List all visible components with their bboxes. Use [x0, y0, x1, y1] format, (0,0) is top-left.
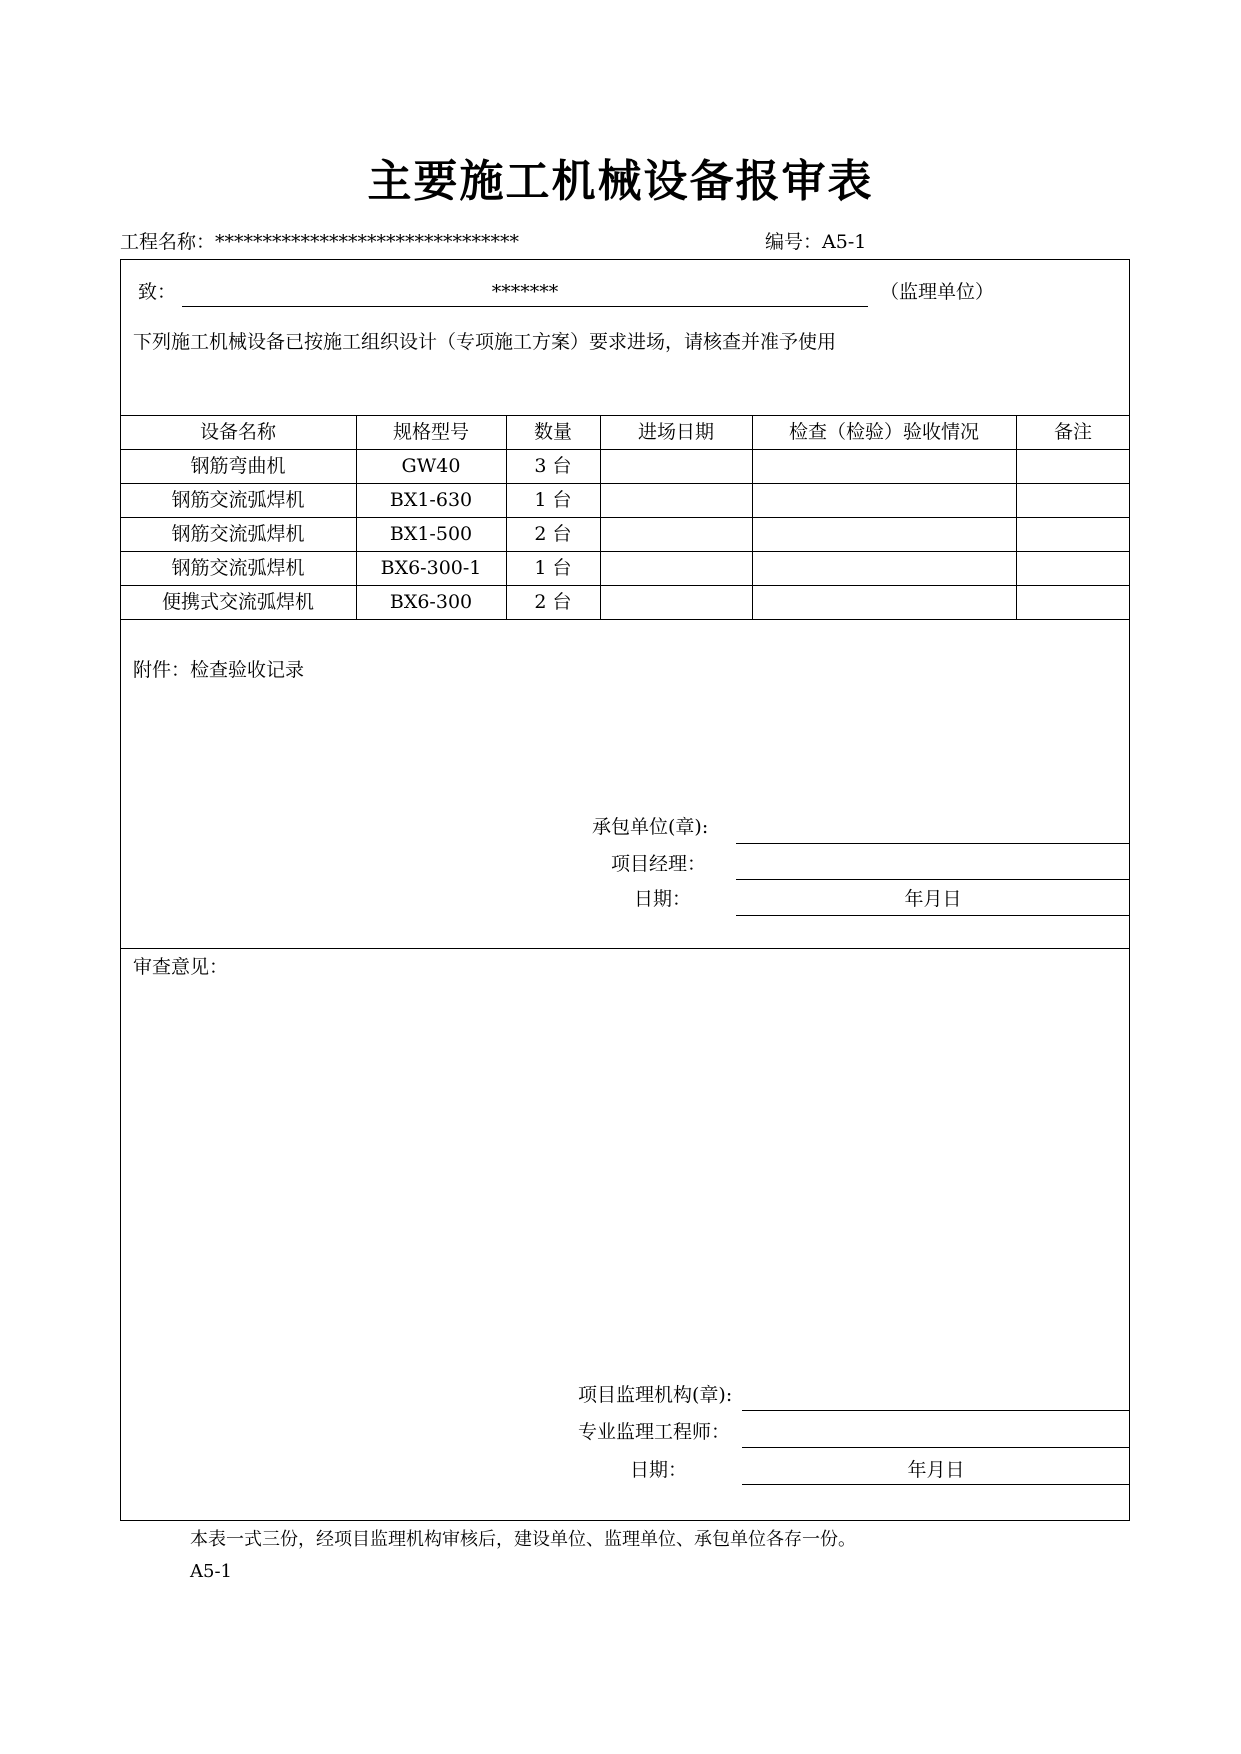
- project-name-label: 工程名称：: [120, 231, 216, 253]
- project-manager-label: 项目经理：: [611, 853, 707, 875]
- footer-form-code: A5-1: [190, 1561, 232, 1582]
- request-text: 下列施工机械设备已按施工组织设计（专项施工方案）要求进场，请核查并准予使用: [133, 331, 837, 353]
- contractor-seal-label: 承包单位(章):: [592, 816, 709, 838]
- form-number-line: [765, 230, 866, 254]
- column-header: 数量: [533, 421, 572, 443]
- section-divider: [120, 948, 1130, 949]
- attachment-label: 附件：检查验收记录: [133, 659, 305, 681]
- table-bottom-border: [120, 619, 1130, 620]
- to-suffix: （监理单位）: [880, 281, 995, 303]
- column-header: 设备名称: [199, 421, 276, 443]
- column-header: 备注: [1053, 421, 1092, 443]
- column-header: 进场日期: [637, 421, 714, 443]
- contractor-date-value: 年月日: [904, 888, 962, 910]
- supervision-org-label: 项目监理机构(章):: [578, 1384, 733, 1406]
- review-date-label: 日期：: [630, 1459, 688, 1481]
- review-date-value: 年月日: [907, 1459, 965, 1481]
- table-cell-equipment-name: 钢筋交流弧焊机: [171, 557, 305, 579]
- to-underline: [182, 306, 868, 307]
- project-name-value: ********************************: [215, 231, 520, 253]
- table-cell-quantity: 2 台: [534, 523, 572, 545]
- table-cell-model: BX1-630: [389, 489, 473, 511]
- supervising-engineer-label: 专业监理工程师：: [578, 1421, 731, 1443]
- table-cell-quantity: 2 台: [534, 591, 572, 613]
- review-label: 审查意见：: [133, 956, 229, 978]
- review-date-line: [742, 1484, 1130, 1485]
- column-header: 规格型号: [392, 421, 469, 443]
- form-number-value: A5-1: [822, 231, 867, 253]
- table-cell-equipment-name: 钢筋弯曲机: [190, 455, 286, 477]
- table-cell-model: GW40: [401, 455, 461, 477]
- table-cell-quantity: 1 台: [534, 489, 572, 511]
- contractor-seal-line: [736, 843, 1130, 844]
- contractor-date-label: 日期：: [634, 888, 692, 910]
- project-name-line: [120, 230, 519, 254]
- column-header: 检查（检验）验收情况: [788, 421, 979, 443]
- form-number-label: 编号：: [765, 231, 823, 253]
- supervising-engineer-line: [742, 1447, 1130, 1448]
- table-cell-equipment-name: 便携式交流弧焊机: [161, 591, 314, 613]
- project-manager-line: [736, 879, 1130, 880]
- to-label: 致：: [138, 281, 177, 303]
- table-cell-equipment-name: 钢筋交流弧焊机: [171, 523, 305, 545]
- table-cell-model: BX1-500: [389, 523, 473, 545]
- table-cell-quantity: 1 台: [534, 557, 572, 579]
- to-value: *******: [491, 281, 559, 303]
- table-cell-model: BX6-300: [389, 591, 473, 613]
- contractor-date-line: [736, 915, 1130, 916]
- document-title: 主要施工机械设备报审表: [367, 156, 874, 207]
- footer-note: 本表一式三份，经项目监理机构审核后，建设单位、监理单位、承包单位各存一份。: [190, 1529, 856, 1550]
- table-cell-model: BX6-300-1: [380, 557, 482, 579]
- table-cell-quantity: 3 台: [534, 455, 572, 477]
- supervision-org-line: [742, 1410, 1130, 1411]
- table-cell-equipment-name: 钢筋交流弧焊机: [171, 489, 305, 511]
